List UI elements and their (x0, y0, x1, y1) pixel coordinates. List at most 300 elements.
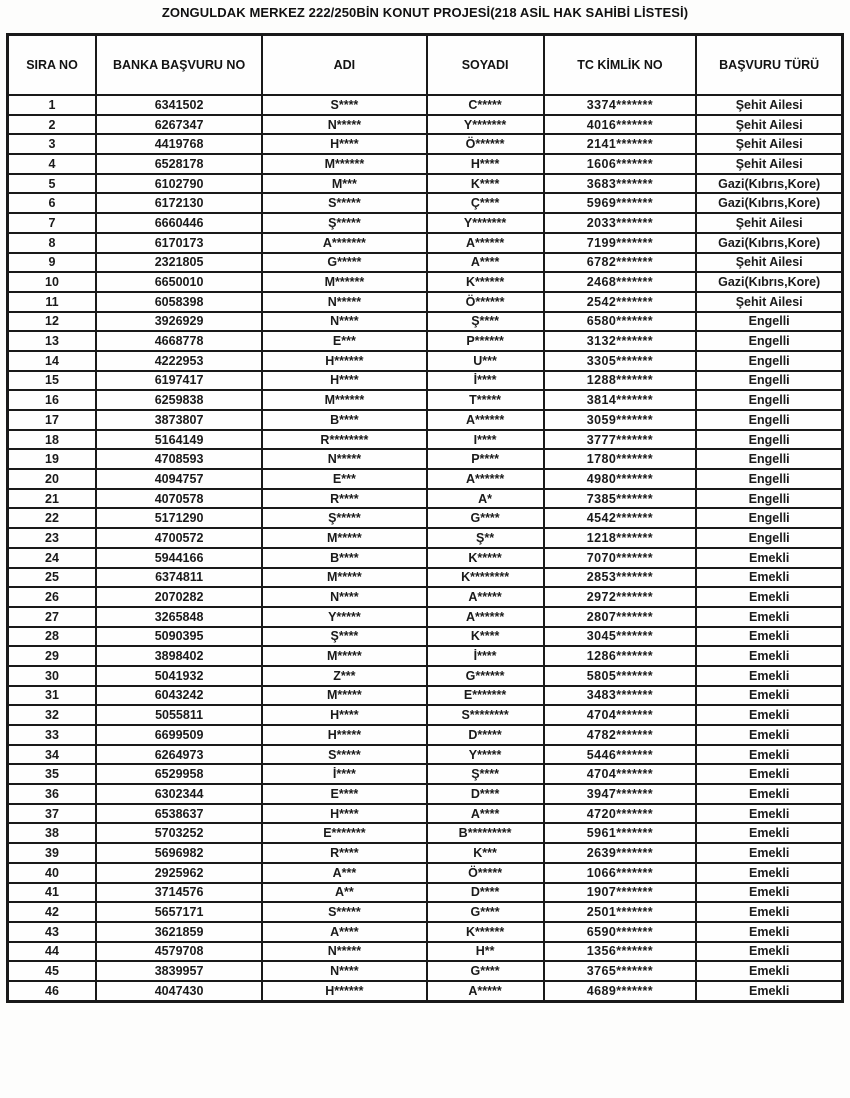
cell-soyadi: İ**** (427, 646, 544, 666)
cell-soyadi: A***** (427, 587, 544, 607)
table-row (8, 410, 843, 430)
cell-tc-kimlik-no: 2033******* (544, 213, 697, 233)
cell-tc-kimlik-no: 2501******* (544, 902, 697, 922)
cell-sira-no: 21 (8, 489, 97, 509)
cell-adi: E**** (262, 784, 426, 804)
cell-soyadi: C***** (427, 95, 544, 115)
cell-adi: R**** (262, 489, 426, 509)
cell-banka-basvuru-no: 6699509 (96, 725, 262, 745)
cell-banka-basvuru-no: 6529958 (96, 764, 262, 784)
cell-basvuru-turu: Emekli (696, 745, 842, 765)
cell-banka-basvuru-no: 3621859 (96, 922, 262, 942)
cell-soyadi: A****** (427, 233, 544, 253)
cell-sira-no: 44 (8, 942, 97, 962)
table-row (8, 489, 843, 509)
cell-adi: H****** (262, 981, 426, 1001)
cell-soyadi: A**** (427, 804, 544, 824)
cell-tc-kimlik-no: 5446******* (544, 745, 697, 765)
cell-tc-kimlik-no: 2639******* (544, 843, 697, 863)
cell-tc-kimlik-no: 3374******* (544, 95, 697, 115)
cell-tc-kimlik-no: 1286******* (544, 646, 697, 666)
cell-banka-basvuru-no: 2321805 (96, 253, 262, 273)
table-row (8, 784, 843, 804)
cell-banka-basvuru-no: 5657171 (96, 902, 262, 922)
cell-tc-kimlik-no: 7385******* (544, 489, 697, 509)
cell-basvuru-turu: Şehit Ailesi (696, 115, 842, 135)
cell-basvuru-turu: Emekli (696, 607, 842, 627)
column-header-adi: ADI (262, 35, 426, 96)
cell-basvuru-turu: Gazi(Kıbrıs,Kore) (696, 233, 842, 253)
cell-banka-basvuru-no: 4070578 (96, 489, 262, 509)
cell-banka-basvuru-no: 3898402 (96, 646, 262, 666)
table-row (8, 312, 843, 332)
table-row (8, 371, 843, 391)
cell-adi: E******* (262, 823, 426, 843)
cell-soyadi: D**** (427, 883, 544, 903)
cell-soyadi: Ç**** (427, 193, 544, 213)
cell-adi: M****** (262, 154, 426, 174)
cell-adi: M****** (262, 272, 426, 292)
cell-sira-no: 45 (8, 961, 97, 981)
cell-adi: M*** (262, 174, 426, 194)
cell-soyadi: K*** (427, 843, 544, 863)
cell-sira-no: 46 (8, 981, 97, 1001)
cell-basvuru-turu: Emekli (696, 568, 842, 588)
table-row (8, 607, 843, 627)
cell-sira-no: 34 (8, 745, 97, 765)
table-row (8, 193, 843, 213)
table-row (8, 725, 843, 745)
cell-soyadi: A**** (427, 253, 544, 273)
cell-adi: A**** (262, 922, 426, 942)
cell-soyadi: D**** (427, 784, 544, 804)
cell-banka-basvuru-no: 6341502 (96, 95, 262, 115)
cell-basvuru-turu: Engelli (696, 410, 842, 430)
cell-basvuru-turu: Emekli (696, 587, 842, 607)
table-row (8, 213, 843, 233)
cell-adi: B**** (262, 410, 426, 430)
cell-sira-no: 29 (8, 646, 97, 666)
cell-soyadi: K****** (427, 272, 544, 292)
cell-soyadi: D***** (427, 725, 544, 745)
cell-sira-no: 10 (8, 272, 97, 292)
cell-adi: N**** (262, 587, 426, 607)
cell-adi: R******** (262, 430, 426, 450)
cell-sira-no: 16 (8, 390, 97, 410)
cell-basvuru-turu: Şehit Ailesi (696, 253, 842, 273)
cell-tc-kimlik-no: 2972******* (544, 587, 697, 607)
cell-tc-kimlik-no: 3045******* (544, 627, 697, 647)
cell-banka-basvuru-no: 4708593 (96, 449, 262, 469)
cell-adi: B**** (262, 548, 426, 568)
table-row (8, 804, 843, 824)
cell-adi: M***** (262, 646, 426, 666)
table-row (8, 666, 843, 686)
cell-banka-basvuru-no: 3265848 (96, 607, 262, 627)
cell-banka-basvuru-no: 6538637 (96, 804, 262, 824)
cell-tc-kimlik-no: 6782******* (544, 253, 697, 273)
cell-soyadi: G**** (427, 902, 544, 922)
cell-tc-kimlik-no: 3947******* (544, 784, 697, 804)
table-row (8, 134, 843, 154)
table-row (8, 745, 843, 765)
cell-adi: H**** (262, 804, 426, 824)
cell-soyadi: A* (427, 489, 544, 509)
cell-sira-no: 20 (8, 469, 97, 489)
table-row (8, 705, 843, 725)
cell-basvuru-turu: Şehit Ailesi (696, 292, 842, 312)
cell-tc-kimlik-no: 1356******* (544, 942, 697, 962)
table-row (8, 902, 843, 922)
cell-tc-kimlik-no: 4016******* (544, 115, 697, 135)
cell-adi: S***** (262, 745, 426, 765)
cell-soyadi: Ş**** (427, 312, 544, 332)
cell-soyadi: U*** (427, 351, 544, 371)
cell-banka-basvuru-no: 6259838 (96, 390, 262, 410)
cell-basvuru-turu: Şehit Ailesi (696, 134, 842, 154)
cell-banka-basvuru-no: 6528178 (96, 154, 262, 174)
cell-banka-basvuru-no: 4222953 (96, 351, 262, 371)
cell-sira-no: 11 (8, 292, 97, 312)
cell-soyadi: Y******* (427, 213, 544, 233)
cell-sira-no: 9 (8, 253, 97, 273)
cell-banka-basvuru-no: 6660446 (96, 213, 262, 233)
table-row (8, 686, 843, 706)
table-row (8, 469, 843, 489)
cell-basvuru-turu: Engelli (696, 508, 842, 528)
cell-tc-kimlik-no: 4704******* (544, 764, 697, 784)
cell-adi: H***** (262, 725, 426, 745)
cell-tc-kimlik-no: 4704******* (544, 705, 697, 725)
cell-adi: R**** (262, 843, 426, 863)
cell-soyadi: A***** (427, 981, 544, 1001)
cell-sira-no: 15 (8, 371, 97, 391)
cell-basvuru-turu: Emekli (696, 646, 842, 666)
cell-basvuru-turu: Engelli (696, 430, 842, 450)
cell-banka-basvuru-no: 6264973 (96, 745, 262, 765)
cell-tc-kimlik-no: 1780******* (544, 449, 697, 469)
cell-banka-basvuru-no: 6267347 (96, 115, 262, 135)
cell-soyadi: S******** (427, 705, 544, 725)
cell-tc-kimlik-no: 5969******* (544, 193, 697, 213)
cell-sira-no: 40 (8, 863, 97, 883)
cell-basvuru-turu: Engelli (696, 469, 842, 489)
cell-adi: A*** (262, 863, 426, 883)
cell-banka-basvuru-no: 4579708 (96, 942, 262, 962)
table-row (8, 764, 843, 784)
table-row (8, 115, 843, 135)
column-header-basvuru-turu: BAŞVURU TÜRÜ (696, 35, 842, 96)
cell-basvuru-turu: Emekli (696, 764, 842, 784)
cell-banka-basvuru-no: 2925962 (96, 863, 262, 883)
cell-adi: S***** (262, 193, 426, 213)
column-header-sira-no: SIRA NO (8, 35, 97, 96)
cell-banka-basvuru-no: 4668778 (96, 331, 262, 351)
cell-basvuru-turu: Engelli (696, 528, 842, 548)
table-row (8, 942, 843, 962)
cell-soyadi: Ş**** (427, 764, 544, 784)
cell-tc-kimlik-no: 3132******* (544, 331, 697, 351)
table-row (8, 587, 843, 607)
cell-sira-no: 42 (8, 902, 97, 922)
table-body (8, 95, 843, 1001)
cell-adi: A** (262, 883, 426, 903)
cell-adi: N***** (262, 115, 426, 135)
cell-sira-no: 36 (8, 784, 97, 804)
table-row (8, 863, 843, 883)
table-row (8, 508, 843, 528)
cell-adi: İ**** (262, 764, 426, 784)
table-row (8, 568, 843, 588)
table-row (8, 272, 843, 292)
cell-tc-kimlik-no: 1907******* (544, 883, 697, 903)
cell-banka-basvuru-no: 6197417 (96, 371, 262, 391)
cell-banka-basvuru-no: 6302344 (96, 784, 262, 804)
cell-adi: M****** (262, 390, 426, 410)
cell-sira-no: 33 (8, 725, 97, 745)
cell-tc-kimlik-no: 4542******* (544, 508, 697, 528)
cell-tc-kimlik-no: 3683******* (544, 174, 697, 194)
table-row (8, 548, 843, 568)
cell-sira-no: 31 (8, 686, 97, 706)
cell-soyadi: Ö***** (427, 863, 544, 883)
cell-soyadi: İ**** (427, 371, 544, 391)
header-row (8, 35, 843, 96)
cell-soyadi: E******* (427, 686, 544, 706)
table-row (8, 627, 843, 647)
cell-soyadi: Y***** (427, 745, 544, 765)
cell-adi: Ş***** (262, 213, 426, 233)
table-row (8, 922, 843, 942)
cell-banka-basvuru-no: 6102790 (96, 174, 262, 194)
cell-banka-basvuru-no: 2070282 (96, 587, 262, 607)
cell-adi: N***** (262, 942, 426, 962)
cell-sira-no: 18 (8, 430, 97, 450)
table-row (8, 646, 843, 666)
cell-soyadi: K******** (427, 568, 544, 588)
cell-basvuru-turu: Emekli (696, 548, 842, 568)
cell-banka-basvuru-no: 6058398 (96, 292, 262, 312)
cell-soyadi: Ö****** (427, 134, 544, 154)
table-row (8, 292, 843, 312)
cell-adi: G***** (262, 253, 426, 273)
table-row (8, 981, 843, 1001)
cell-sira-no: 30 (8, 666, 97, 686)
cell-sira-no: 22 (8, 508, 97, 528)
cell-sira-no: 3 (8, 134, 97, 154)
cell-basvuru-turu: Emekli (696, 961, 842, 981)
cell-soyadi: Ö****** (427, 292, 544, 312)
cell-adi: M***** (262, 528, 426, 548)
cell-tc-kimlik-no: 4782******* (544, 725, 697, 745)
table-row (8, 174, 843, 194)
cell-tc-kimlik-no: 3059******* (544, 410, 697, 430)
cell-sira-no: 6 (8, 193, 97, 213)
cell-soyadi: H**** (427, 154, 544, 174)
cell-tc-kimlik-no: 7070******* (544, 548, 697, 568)
table-row (8, 390, 843, 410)
table-row (8, 95, 843, 115)
cell-sira-no: 26 (8, 587, 97, 607)
cell-basvuru-turu: Emekli (696, 823, 842, 843)
cell-banka-basvuru-no: 3839957 (96, 961, 262, 981)
cell-soyadi: G**** (427, 961, 544, 981)
cell-tc-kimlik-no: 7199******* (544, 233, 697, 253)
cell-tc-kimlik-no: 1606******* (544, 154, 697, 174)
cell-basvuru-turu: Emekli (696, 804, 842, 824)
cell-sira-no: 37 (8, 804, 97, 824)
cell-sira-no: 5 (8, 174, 97, 194)
cell-sira-no: 28 (8, 627, 97, 647)
table-row (8, 351, 843, 371)
table-row (8, 883, 843, 903)
table-row (8, 154, 843, 174)
cell-basvuru-turu: Emekli (696, 784, 842, 804)
cell-tc-kimlik-no: 4980******* (544, 469, 697, 489)
table-row (8, 528, 843, 548)
cell-basvuru-turu: Emekli (696, 902, 842, 922)
cell-sira-no: 19 (8, 449, 97, 469)
cell-basvuru-turu: Emekli (696, 705, 842, 725)
table-row (8, 449, 843, 469)
table-row (8, 253, 843, 273)
cell-basvuru-turu: Emekli (696, 942, 842, 962)
table-row (8, 961, 843, 981)
cell-sira-no: 43 (8, 922, 97, 942)
cell-soyadi: B********* (427, 823, 544, 843)
cell-banka-basvuru-no: 3873807 (96, 410, 262, 430)
cell-soyadi: P****** (427, 331, 544, 351)
cell-adi: Ş***** (262, 508, 426, 528)
cell-basvuru-turu: Engelli (696, 489, 842, 509)
cell-soyadi: T***** (427, 390, 544, 410)
cell-banka-basvuru-no: 6374811 (96, 568, 262, 588)
column-header-soyadi: SOYADI (427, 35, 544, 96)
cell-sira-no: 4 (8, 154, 97, 174)
cell-tc-kimlik-no: 5805******* (544, 666, 697, 686)
cell-adi: N**** (262, 312, 426, 332)
cell-sira-no: 35 (8, 764, 97, 784)
cell-sira-no: 1 (8, 95, 97, 115)
cell-adi: Ş**** (262, 627, 426, 647)
cell-banka-basvuru-no: 5055811 (96, 705, 262, 725)
cell-sira-no: 12 (8, 312, 97, 332)
cell-banka-basvuru-no: 4047430 (96, 981, 262, 1001)
cell-soyadi: Ş** (427, 528, 544, 548)
cell-soyadi: P**** (427, 449, 544, 469)
cell-tc-kimlik-no: 1066******* (544, 863, 697, 883)
cell-sira-no: 23 (8, 528, 97, 548)
cell-adi: Y***** (262, 607, 426, 627)
cell-soyadi: A****** (427, 469, 544, 489)
cell-banka-basvuru-no: 5171290 (96, 508, 262, 528)
cell-basvuru-turu: Emekli (696, 666, 842, 686)
cell-tc-kimlik-no: 6590******* (544, 922, 697, 942)
cell-banka-basvuru-no: 4700572 (96, 528, 262, 548)
column-header-tc-kimlik-no: TC KİMLİK NO (544, 35, 697, 96)
table-row (8, 331, 843, 351)
cell-tc-kimlik-no: 5961******* (544, 823, 697, 843)
cell-banka-basvuru-no: 5944166 (96, 548, 262, 568)
cell-tc-kimlik-no: 2853******* (544, 568, 697, 588)
cell-basvuru-turu: Gazi(Kıbrıs,Kore) (696, 272, 842, 292)
cell-tc-kimlik-no: 3765******* (544, 961, 697, 981)
cell-soyadi: K**** (427, 174, 544, 194)
cell-sira-no: 13 (8, 331, 97, 351)
cell-soyadi: K***** (427, 548, 544, 568)
cell-banka-basvuru-no: 6650010 (96, 272, 262, 292)
cell-soyadi: G****** (427, 666, 544, 686)
cell-basvuru-turu: Şehit Ailesi (696, 154, 842, 174)
cell-banka-basvuru-no: 5164149 (96, 430, 262, 450)
cell-banka-basvuru-no: 5041932 (96, 666, 262, 686)
cell-sira-no: 7 (8, 213, 97, 233)
cell-tc-kimlik-no: 3305******* (544, 351, 697, 371)
cell-adi: M***** (262, 686, 426, 706)
cell-tc-kimlik-no: 3777******* (544, 430, 697, 450)
beneficiary-table (6, 33, 844, 1003)
table-row (8, 233, 843, 253)
cell-sira-no: 8 (8, 233, 97, 253)
cell-tc-kimlik-no: 3483******* (544, 686, 697, 706)
cell-soyadi: A****** (427, 607, 544, 627)
cell-sira-no: 25 (8, 568, 97, 588)
cell-banka-basvuru-no: 3926929 (96, 312, 262, 332)
cell-basvuru-turu: Engelli (696, 351, 842, 371)
table-row (8, 823, 843, 843)
cell-tc-kimlik-no: 2141******* (544, 134, 697, 154)
cell-basvuru-turu: Emekli (696, 686, 842, 706)
cell-banka-basvuru-no: 3714576 (96, 883, 262, 903)
cell-banka-basvuru-no: 6172130 (96, 193, 262, 213)
table-row (8, 843, 843, 863)
cell-sira-no: 32 (8, 705, 97, 725)
cell-basvuru-turu: Gazi(Kıbrıs,Kore) (696, 193, 842, 213)
cell-basvuru-turu: Engelli (696, 449, 842, 469)
cell-adi: E*** (262, 331, 426, 351)
cell-tc-kimlik-no: 4720******* (544, 804, 697, 824)
cell-tc-kimlik-no: 2542******* (544, 292, 697, 312)
cell-soyadi: G**** (427, 508, 544, 528)
cell-sira-no: 2 (8, 115, 97, 135)
cell-adi: S**** (262, 95, 426, 115)
cell-banka-basvuru-no: 4419768 (96, 134, 262, 154)
cell-sira-no: 39 (8, 843, 97, 863)
cell-adi: A******* (262, 233, 426, 253)
cell-tc-kimlik-no: 1218******* (544, 528, 697, 548)
cell-soyadi: K**** (427, 627, 544, 647)
cell-basvuru-turu: Emekli (696, 922, 842, 942)
cell-soyadi: H** (427, 942, 544, 962)
cell-adi: H**** (262, 371, 426, 391)
cell-adi: H**** (262, 705, 426, 725)
cell-basvuru-turu: Engelli (696, 312, 842, 332)
cell-banka-basvuru-no: 5703252 (96, 823, 262, 843)
cell-soyadi: K****** (427, 922, 544, 942)
cell-adi: N***** (262, 292, 426, 312)
cell-basvuru-turu: Emekli (696, 627, 842, 647)
cell-adi: M***** (262, 568, 426, 588)
cell-sira-no: 14 (8, 351, 97, 371)
cell-sira-no: 41 (8, 883, 97, 903)
cell-banka-basvuru-no: 5696982 (96, 843, 262, 863)
cell-sira-no: 27 (8, 607, 97, 627)
cell-adi: N**** (262, 961, 426, 981)
cell-banka-basvuru-no: 6043242 (96, 686, 262, 706)
table-row (8, 430, 843, 450)
page-title: ZONGULDAK MERKEZ 222/250BİN KONUT PROJESİ(218 ASİL HAK SAHİBİ LİSTESİ) (161, 5, 689, 20)
cell-tc-kimlik-no: 4689******* (544, 981, 697, 1001)
